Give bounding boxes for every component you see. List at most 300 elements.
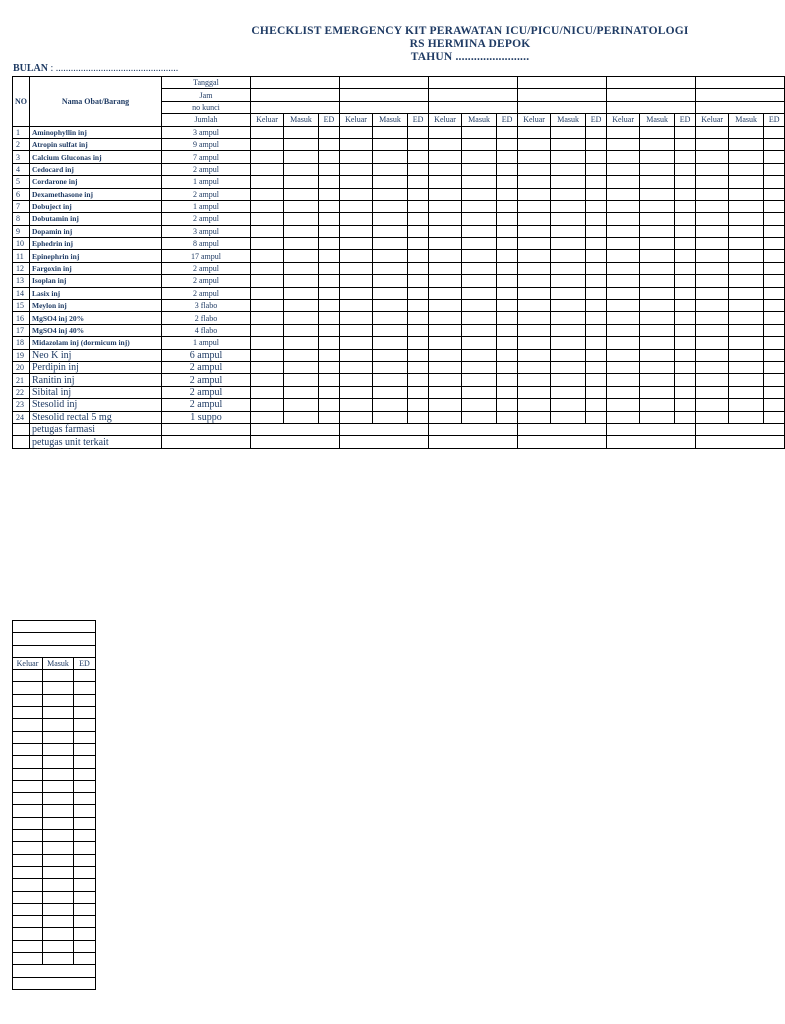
entry-cell[interactable] [586,287,607,299]
entry-cell[interactable] [640,287,675,299]
entry-cell[interactable] [675,287,696,299]
entry-cell[interactable] [696,349,729,361]
entry-cell[interactable] [607,337,640,349]
entry-cell[interactable] [340,225,373,237]
entry-cell[interactable] [586,250,607,262]
entry-cell[interactable] [319,188,340,200]
entry-cell[interactable] [586,361,607,373]
entry-cell[interactable] [497,324,518,336]
entry-cell[interactable] [373,176,408,188]
entry-cell[interactable] [373,225,408,237]
entry-cell[interactable] [429,399,462,411]
entry-cell[interactable] [429,349,462,361]
entry-cell[interactable] [640,262,675,274]
entry-cell[interactable] [640,126,675,138]
entry-cell[interactable] [675,399,696,411]
entry-cell[interactable] [408,275,429,287]
entry-cell[interactable] [586,225,607,237]
entry-cell[interactable] [408,287,429,299]
entry-cell[interactable] [551,262,586,274]
entry-cell[interactable] [586,399,607,411]
entry-cell[interactable] [696,151,729,163]
entry-cell[interactable] [518,361,551,373]
entry-cell[interactable] [764,361,785,373]
entry-cell[interactable] [408,188,429,200]
entry-cell[interactable] [373,163,408,175]
entry-cell[interactable] [251,287,284,299]
entry-cell[interactable] [429,163,462,175]
entry-cell[interactable] [408,374,429,386]
entry-cell[interactable] [373,300,408,312]
entry-cell[interactable] [729,275,764,287]
entry-cell[interactable] [373,324,408,336]
entry-cell[interactable] [340,374,373,386]
entry-cell[interactable] [551,238,586,250]
entry-cell[interactable] [696,287,729,299]
entry-cell[interactable] [462,225,497,237]
entry-cell[interactable] [551,411,586,423]
entry-cell[interactable] [13,743,43,755]
entry-cell[interactable] [607,411,640,423]
entry-cell[interactable] [675,324,696,336]
entry-cell[interactable] [497,238,518,250]
entry-cell[interactable] [696,250,729,262]
entry-cell[interactable] [251,163,284,175]
entry-cell[interactable] [373,312,408,324]
entry-cell[interactable] [518,411,551,423]
entry-cell[interactable] [497,138,518,150]
signature-cell[interactable] [251,423,340,435]
entry-cell[interactable] [640,213,675,225]
entry-cell[interactable] [497,411,518,423]
entry-cell[interactable] [696,238,729,250]
entry-cell[interactable] [497,250,518,262]
entry-cell[interactable] [373,386,408,398]
entry-cell[interactable] [13,780,43,792]
entry-cell[interactable] [43,879,74,891]
entry-cell[interactable] [251,225,284,237]
entry-cell[interactable] [13,682,43,694]
entry-cell[interactable] [13,694,43,706]
entry-cell[interactable] [675,337,696,349]
entry-cell[interactable] [251,250,284,262]
entry-cell[interactable] [408,126,429,138]
entry-cell[interactable] [551,287,586,299]
entry-cell[interactable] [43,940,74,952]
entry-cell[interactable] [373,374,408,386]
entry-cell[interactable] [408,337,429,349]
entry-cell[interactable] [462,337,497,349]
entry-cell[interactable] [675,386,696,398]
entry-cell[interactable] [373,399,408,411]
entry-cell[interactable] [551,163,586,175]
entry-cell[interactable] [518,176,551,188]
entry-cell[interactable] [729,399,764,411]
entry-cell[interactable] [518,250,551,262]
entry-cell[interactable] [518,386,551,398]
entry-cell[interactable] [497,337,518,349]
entry-cell[interactable] [340,151,373,163]
entry-cell[interactable] [764,138,785,150]
signature-cell[interactable] [251,436,340,448]
entry-cell[interactable] [319,151,340,163]
entry-cell[interactable] [696,337,729,349]
entry-cell[interactable] [13,854,43,866]
entry-cell[interactable] [373,349,408,361]
header-kunci-cell[interactable] [518,101,607,113]
entry-cell[interactable] [607,250,640,262]
entry-cell[interactable] [284,374,319,386]
entry-cell[interactable] [43,756,74,768]
entry-cell[interactable] [251,188,284,200]
entry-cell[interactable] [640,349,675,361]
signature-cell[interactable] [340,436,429,448]
entry-cell[interactable] [429,324,462,336]
entry-cell[interactable] [340,300,373,312]
entry-cell[interactable] [586,238,607,250]
entry-cell[interactable] [696,262,729,274]
entry-cell[interactable] [551,324,586,336]
entry-cell[interactable] [640,361,675,373]
entry-cell[interactable] [373,250,408,262]
entry-cell[interactable] [251,349,284,361]
entry-cell[interactable] [518,225,551,237]
entry-cell[interactable] [729,188,764,200]
entry-cell[interactable] [518,262,551,274]
entry-cell[interactable] [408,138,429,150]
entry-cell[interactable] [586,262,607,274]
entry-cell[interactable] [640,411,675,423]
header-kunci-cell[interactable] [696,101,785,113]
entry-cell[interactable] [462,386,497,398]
entry-cell[interactable] [319,386,340,398]
entry-cell[interactable] [13,928,43,940]
entry-cell[interactable] [764,262,785,274]
entry-cell[interactable] [13,879,43,891]
entry-cell[interactable] [640,250,675,262]
entry-cell[interactable] [251,275,284,287]
entry-cell[interactable] [640,200,675,212]
entry-cell[interactable] [284,238,319,250]
entry-cell[interactable] [408,176,429,188]
entry-cell[interactable] [13,731,43,743]
entry-cell[interactable] [43,866,74,878]
entry-cell[interactable] [640,188,675,200]
entry-cell[interactable] [408,213,429,225]
entry-cell[interactable] [429,300,462,312]
entry-cell[interactable] [340,262,373,274]
entry-cell[interactable] [518,126,551,138]
entry-cell[interactable] [607,225,640,237]
entry-cell[interactable] [607,188,640,200]
entry-cell[interactable] [640,176,675,188]
entry-cell[interactable] [497,213,518,225]
entry-cell[interactable] [408,411,429,423]
entry-cell[interactable] [696,188,729,200]
entry-cell[interactable] [640,386,675,398]
entry-cell[interactable] [13,670,43,682]
entry-cell[interactable] [518,213,551,225]
entry-cell[interactable] [319,238,340,250]
entry-cell[interactable] [497,225,518,237]
entry-cell[interactable] [462,300,497,312]
entry-cell[interactable] [284,250,319,262]
entry-cell[interactable] [551,275,586,287]
entry-cell[interactable] [518,312,551,324]
entry-cell[interactable] [518,188,551,200]
entry-cell[interactable] [729,386,764,398]
entry-cell[interactable] [373,361,408,373]
entry-cell[interactable] [373,200,408,212]
entry-cell[interactable] [729,163,764,175]
entry-cell[interactable] [607,312,640,324]
entry-cell[interactable] [729,349,764,361]
entry-cell[interactable] [586,312,607,324]
entry-cell[interactable] [586,200,607,212]
entry-cell[interactable] [251,213,284,225]
entry-cell[interactable] [43,731,74,743]
entry-cell[interactable] [284,151,319,163]
entry-cell[interactable] [607,386,640,398]
entry-cell[interactable] [675,262,696,274]
entry-cell[interactable] [462,349,497,361]
entry-cell[interactable] [251,399,284,411]
entry-cell[interactable] [729,138,764,150]
entry-cell[interactable] [74,842,96,854]
entry-cell[interactable] [319,361,340,373]
header-jam-cell[interactable] [429,89,518,101]
entry-cell[interactable] [729,225,764,237]
entry-cell[interactable] [251,324,284,336]
entry-cell[interactable] [497,349,518,361]
entry-cell[interactable] [373,126,408,138]
entry-cell[interactable] [675,176,696,188]
entry-cell[interactable] [497,176,518,188]
entry-cell[interactable] [408,238,429,250]
entry-cell[interactable] [43,903,74,915]
entry-cell[interactable] [74,768,96,780]
entry-cell[interactable] [729,374,764,386]
signature-cell[interactable] [607,423,696,435]
entry-cell[interactable] [319,126,340,138]
entry-cell[interactable] [43,768,74,780]
entry-cell[interactable] [284,275,319,287]
entry-cell[interactable] [74,670,96,682]
signature-cell[interactable] [13,977,96,989]
entry-cell[interactable] [408,225,429,237]
entry-cell[interactable] [696,386,729,398]
entry-cell[interactable] [551,337,586,349]
entry-cell[interactable] [764,324,785,336]
entry-cell[interactable] [43,682,74,694]
entry-cell[interactable] [74,817,96,829]
entry-cell[interactable] [462,151,497,163]
entry-cell[interactable] [462,176,497,188]
entry-cell[interactable] [586,300,607,312]
entry-cell[interactable] [319,349,340,361]
entry-cell[interactable] [764,200,785,212]
entry-cell[interactable] [586,163,607,175]
entry-cell[interactable] [518,275,551,287]
entry-cell[interactable] [764,411,785,423]
entry-cell[interactable] [408,324,429,336]
entry-cell[interactable] [13,793,43,805]
entry-cell[interactable] [497,361,518,373]
entry-cell[interactable] [497,188,518,200]
entry-cell[interactable] [462,411,497,423]
entry-cell[interactable] [319,324,340,336]
entry-cell[interactable] [607,163,640,175]
entry-cell[interactable] [408,262,429,274]
entry-cell[interactable] [43,694,74,706]
entry-cell[interactable] [340,213,373,225]
entry-cell[interactable] [729,176,764,188]
entry-cell[interactable] [74,707,96,719]
entry-cell[interactable] [429,262,462,274]
entry-cell[interactable] [284,176,319,188]
entry-cell[interactable] [729,411,764,423]
entry-cell[interactable] [497,287,518,299]
entry-cell[interactable] [640,163,675,175]
entry-cell[interactable] [340,188,373,200]
entry-cell[interactable] [373,275,408,287]
entry-cell[interactable] [640,238,675,250]
entry-cell[interactable] [429,238,462,250]
entry-cell[interactable] [74,854,96,866]
entry-cell[interactable] [640,324,675,336]
entry-cell[interactable] [586,386,607,398]
entry-cell[interactable] [764,151,785,163]
entry-cell[interactable] [518,287,551,299]
entry-cell[interactable] [408,200,429,212]
entry-cell[interactable] [13,953,43,965]
entry-cell[interactable] [675,361,696,373]
entry-cell[interactable] [284,200,319,212]
entry-cell[interactable] [284,262,319,274]
entry-cell[interactable] [675,138,696,150]
entry-cell[interactable] [251,200,284,212]
entry-cell[interactable] [373,411,408,423]
signature-cell[interactable] [429,436,518,448]
entry-cell[interactable] [696,225,729,237]
entry-cell[interactable] [497,374,518,386]
entry-cell[interactable] [551,151,586,163]
entry-cell[interactable] [462,324,497,336]
entry-cell[interactable] [251,300,284,312]
entry-cell[interactable] [319,138,340,150]
entry-cell[interactable] [640,374,675,386]
entry-cell[interactable] [586,349,607,361]
entry-cell[interactable] [764,250,785,262]
entry-cell[interactable] [586,324,607,336]
entry-cell[interactable] [607,349,640,361]
entry-cell[interactable] [462,138,497,150]
entry-cell[interactable] [764,225,785,237]
entry-cell[interactable] [729,200,764,212]
entry-cell[interactable] [518,399,551,411]
entry-cell[interactable] [284,300,319,312]
entry-cell[interactable] [429,337,462,349]
entry-cell[interactable] [518,163,551,175]
entry-cell[interactable] [696,312,729,324]
entry-cell[interactable] [729,324,764,336]
entry-cell[interactable] [640,399,675,411]
header-kunci-cell[interactable] [251,101,340,113]
entry-cell[interactable] [764,238,785,250]
entry-cell[interactable] [729,250,764,262]
entry-cell[interactable] [340,324,373,336]
entry-cell[interactable] [462,275,497,287]
entry-cell[interactable] [764,399,785,411]
entry-cell[interactable] [319,225,340,237]
entry-cell[interactable] [729,213,764,225]
entry-cell[interactable] [319,250,340,262]
entry-cell[interactable] [43,842,74,854]
entry-cell[interactable] [696,374,729,386]
entry-cell[interactable] [675,238,696,250]
signature-cell[interactable] [696,423,785,435]
entry-cell[interactable] [586,151,607,163]
entry-cell[interactable] [340,287,373,299]
entry-cell[interactable] [319,213,340,225]
entry-cell[interactable] [675,250,696,262]
entry-cell[interactable] [551,361,586,373]
entry-cell[interactable] [43,670,74,682]
header-tanggal-cell[interactable] [696,77,785,89]
entry-cell[interactable] [340,361,373,373]
entry-cell[interactable] [764,163,785,175]
entry-cell[interactable] [518,151,551,163]
entry-cell[interactable] [462,287,497,299]
entry-cell[interactable] [675,275,696,287]
entry-cell[interactable] [607,151,640,163]
entry-cell[interactable] [429,411,462,423]
entry-cell[interactable] [518,337,551,349]
entry-cell[interactable] [319,374,340,386]
entry-cell[interactable] [764,275,785,287]
entry-cell[interactable] [251,138,284,150]
entry-cell[interactable] [551,300,586,312]
entry-cell[interactable] [74,719,96,731]
entry-cell[interactable] [340,138,373,150]
entry-cell[interactable] [607,238,640,250]
header-tanggal-cell[interactable] [607,77,696,89]
entry-cell[interactable] [373,287,408,299]
signature-cell[interactable] [518,436,607,448]
entry-cell[interactable] [729,151,764,163]
entry-cell[interactable] [43,743,74,755]
entry-cell[interactable] [43,830,74,842]
entry-cell[interactable] [675,300,696,312]
entry-cell[interactable] [764,349,785,361]
entry-cell[interactable] [251,238,284,250]
entry-cell[interactable] [284,287,319,299]
entry-cell[interactable] [551,250,586,262]
entry-cell[interactable] [74,793,96,805]
entry-cell[interactable] [551,138,586,150]
entry-cell[interactable] [284,399,319,411]
entry-cell[interactable] [373,188,408,200]
entry-cell[interactable] [764,188,785,200]
entry-cell[interactable] [696,163,729,175]
entry-cell[interactable] [251,312,284,324]
header-tanggal-cell[interactable] [251,77,340,89]
entry-cell[interactable] [607,324,640,336]
entry-cell[interactable] [319,337,340,349]
entry-cell[interactable] [319,411,340,423]
entry-cell[interactable] [13,903,43,915]
entry-cell[interactable] [74,780,96,792]
